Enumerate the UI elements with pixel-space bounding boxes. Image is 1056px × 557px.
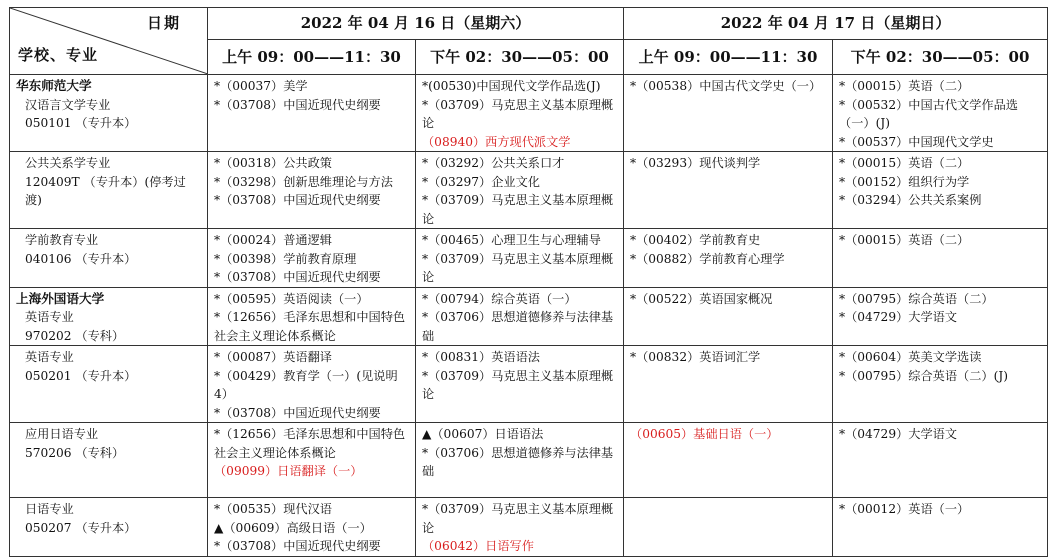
exam-course: *(00530)中国现代文学作品选(J) [422,79,601,93]
session-cell [624,346,833,423]
program-cell [10,423,208,498]
table-row [10,423,1048,498]
session-cell [624,152,833,229]
major-code: 050207 （专升本） [25,520,137,535]
exam-course: *（12656）毛泽东思想和中国特色社会主义理论体系概论 [214,310,406,343]
session-header: 下午 02：30——05：00 [833,39,1048,74]
exam-course: *（03708）中国近现代史纲要 [214,270,381,284]
exam-course: *（00037）美学 [214,79,308,93]
session-cell [416,346,624,423]
exam-course: *（00402）学前教育史 [630,233,761,247]
school-axis-label: 学校、专业 [18,46,99,64]
table-row [10,229,1048,288]
corner-header-cell [10,8,208,75]
exam-course: *（03709）马克思主义基本原理概论 [422,502,614,535]
exam-course: *（03708）中国近现代史纲要 [214,405,381,420]
day-header: 2022 年 04 月 17 日（星期日） [624,8,1048,40]
session-cell [833,498,1048,557]
table-row [10,152,1048,229]
exam-course: （08940）西方现代派文学 [422,134,571,149]
exam-course: *（04729）大学语文 [839,310,958,324]
exam-course: *（03709）马克思主义基本原理概论 [422,193,614,226]
session-cell [624,498,833,557]
major-name: 日语专业 [25,502,74,516]
program-cell [10,287,208,346]
major-code: 120409T （专升本）(停考过渡) [25,174,186,207]
session-cell [208,75,416,152]
exam-course: *（00532）中国古代文学作品选（一）(J) [839,97,1018,130]
exam-course: *（03293）现代谈判学 [630,156,761,170]
exam-course: *（03709）马克思主义基本原理概论 [422,368,614,401]
exam-course: *（00537）中国现代文学史 [839,134,994,149]
session-header: 上午 09：00——11：30 [624,39,833,74]
exam-course: *（03708）中国近现代史纲要 [214,539,381,553]
session-cell [833,229,1048,288]
schedule-body [10,75,1048,557]
major-name: 英语专业 [25,310,74,324]
session-cell [624,229,833,288]
exam-course: *（03706）思想道德修养与法律基础 [422,310,614,343]
exam-course: （06042）日语写作 [422,539,534,553]
session-cell [416,423,624,498]
exam-course: *（00832）英语词汇学 [630,350,761,364]
table-row [10,75,1048,152]
exam-course: *（00429）教育学（一）(见说明4） [214,368,398,401]
exam-course: *（00795）综合英语（二） [839,291,994,306]
table-row [10,346,1048,423]
session-cell [416,152,624,229]
exam-course: （00605）基础日语（一） [630,427,779,441]
exam-course: *（03706）思想道德修养与法律基础 [422,445,614,478]
exam-course: （09099）日语翻译（一） [214,464,363,478]
major-code: 050101 （专升本） [25,116,137,130]
exam-course: *（04729）大学语文 [839,427,958,441]
exam-course: *（03709）马克思主义基本原理概论 [422,97,614,130]
exam-course: *（00015）英语（二） [839,79,970,93]
university-name: 上海外国语大学 [16,290,105,306]
exam-course: *（00152）组织行为学 [839,174,970,189]
major-code: 040106 （专升本） [25,251,137,266]
exam-course: *（00087）英语翻译 [214,350,332,364]
exam-course: *（00465）心理卫生与心理辅导 [422,233,601,247]
exam-course: *（03297）企业文化 [422,174,540,189]
session-cell [208,346,416,423]
session-cell [624,423,833,498]
major-name: 应用日语专业 [25,427,99,441]
exam-course: *（03708）中国近现代史纲要 [214,97,381,112]
session-cell [416,287,624,346]
session-cell [833,346,1048,423]
exam-course: *（00831）英语语法 [422,350,540,364]
exam-course: *（00398）学前教育原理 [214,251,357,266]
exam-course: *（03708）中国近现代史纲要 [214,193,381,207]
session-cell [833,423,1048,498]
exam-course: *（00595）英语阅读（一） [214,291,369,306]
session-header: 上午 09：00——11：30 [208,39,416,74]
program-cell [10,152,208,229]
major-code: 050201 （专升本） [25,368,137,383]
exam-course: ▲（00607）日语语法 [422,427,544,441]
major-name: 公共关系学专业 [25,156,111,170]
exam-course: *（03294）公共关系案例 [839,193,982,207]
session-cell [833,152,1048,229]
session-cell [833,287,1048,346]
session-cell [416,75,624,152]
session-cell [208,287,416,346]
program-cell [10,498,208,557]
session-cell [416,498,624,557]
program-cell [10,75,208,152]
session-cell [416,229,624,288]
exam-course: *（00015）英语（二） [839,233,970,247]
exam-course: *（00538）中国古代文学史（一） [630,79,822,93]
major-name: 汉语言文学专业 [25,97,111,112]
date-axis-label: 日期 [146,14,181,32]
university-name: 华东师范大学 [16,78,92,93]
major-name: 学前教育专业 [25,233,99,247]
exam-course: *（00024）普通逻辑 [214,233,332,247]
exam-schedule-table [9,7,1048,557]
session-cell [208,423,416,498]
major-name: 英语专业 [25,350,74,364]
session-cell [624,75,833,152]
exam-course: *（00318）公共政策 [214,156,332,170]
session-cell [208,498,416,557]
exam-course: ▲（00609）高级日语（一） [214,520,372,535]
exam-course: *（03709）马克思主义基本原理概论 [422,251,614,284]
exam-course: *（03298）创新思维理论与方法 [214,174,393,189]
major-code: 970202 （专科） [25,328,125,343]
session-cell [624,287,833,346]
session-cell [208,229,416,288]
exam-course: *（00795）综合英语（二）(J) [839,368,1008,383]
exam-course: *（00015）英语（二） [839,156,970,170]
exam-course: *（12656）毛泽东思想和中国特色社会主义理论体系概论 [214,427,406,460]
exam-course: *（00794）综合英语（一） [422,291,577,306]
exam-course: *（00522）英语国家概况 [630,291,773,306]
major-code: 570206 （专科） [25,445,125,460]
exam-course: *（00882）学前教育心理学 [630,251,785,266]
session-header: 下午 02：30——05：00 [416,39,624,74]
table-row [10,287,1048,346]
exam-course: *（00604）英美文学选读 [839,350,982,364]
exam-course: *（03292）公共关系口才 [422,156,565,170]
table-row [10,498,1048,557]
session-cell [208,152,416,229]
exam-course: *（00012）英语（一） [839,502,970,516]
exam-course: *（00535）现代汉语 [214,502,332,516]
program-cell [10,229,208,288]
day-header: 2022 年 04 月 16 日（星期六） [208,8,624,40]
session-cell [833,75,1048,152]
program-cell [10,346,208,423]
